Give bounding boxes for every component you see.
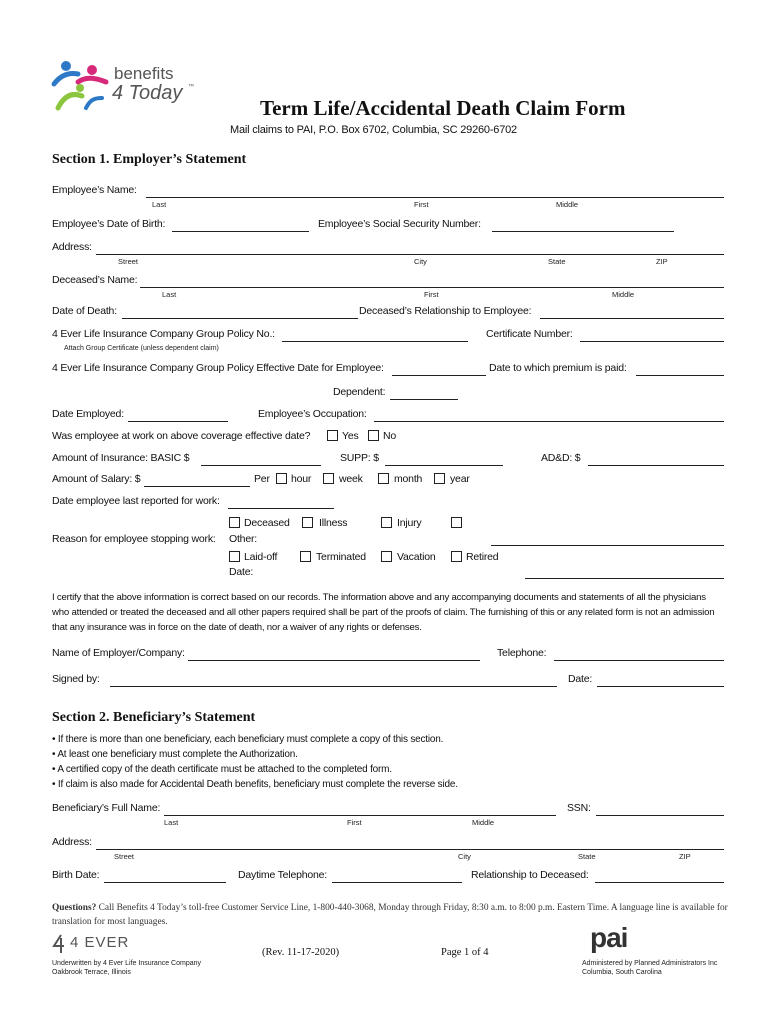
laid-off-checkbox[interactable] (229, 551, 240, 562)
questions-text: Call Benefits 4 Today’s toll-free Customer Service Line, 1-800-440-3068, Monday through Friday, 8:30 a.m. to 8:00 p.m. Eastern Time. A language line is available for translation for most languages. (52, 903, 728, 927)
dependent-label: Dependent: (333, 386, 386, 398)
effective-date-label: 4 Ever Life Insurance Company Group Policy Effective Date for Employee: (52, 362, 384, 374)
deceased-checkbox[interactable] (229, 517, 240, 528)
last-reported-label: Date employee last reported for work: (52, 495, 220, 507)
employee-name-field[interactable] (146, 197, 724, 198)
date-employed-field[interactable] (128, 421, 228, 422)
policy-label: 4 Ever Life Insurance Company Group Policy No.: (52, 328, 275, 340)
signed-by-label: Signed by: (52, 673, 100, 685)
sub-last-2: Last (162, 290, 177, 299)
address-field[interactable] (96, 254, 724, 255)
add-label: AD&D: $ (541, 452, 581, 464)
certificate-label: Certificate Number: (486, 328, 573, 340)
birth-date-label: Birth Date: (52, 869, 100, 881)
other-checkbox[interactable] (451, 517, 462, 528)
sub-street-2: Street (114, 852, 135, 861)
retired-checkbox[interactable] (451, 551, 462, 562)
salary-label: Amount of Salary: $ (52, 473, 141, 485)
supp-field[interactable] (385, 465, 503, 466)
dob-label: Employee’s Date of Birth: (52, 218, 166, 230)
month-label: month (394, 473, 423, 485)
per-label: Per (254, 473, 270, 485)
supp-label: SUPP: $ (340, 452, 379, 464)
deceased-label: Deceased (244, 517, 290, 529)
premium-field[interactable] (636, 375, 724, 376)
bullet-item: • If claim is also made for Accidental Death benefits, beneficiary must complete the reverse side. (52, 779, 458, 790)
week-label: week (339, 473, 363, 485)
illness-label: Illness (319, 517, 348, 529)
underwritten-line2: Oakbrook Terrace, Illinois (52, 969, 131, 976)
reason-date-field[interactable] (525, 578, 724, 579)
administered-line2: Columbia, South Carolina (582, 969, 662, 976)
vacation-label: Vacation (397, 551, 436, 563)
sub-first-2: First (424, 290, 439, 299)
other-label: Other: (229, 533, 257, 545)
benefits4today-logo (50, 58, 210, 113)
sub-first: First (414, 200, 429, 209)
beneficiary-name-field[interactable] (164, 815, 556, 816)
deceased-name-field[interactable] (140, 287, 724, 288)
date-employed-label: Date Employed: (52, 408, 124, 420)
dependent-field[interactable] (390, 399, 458, 400)
administered-line1: Administered by Planned Administrators Inc (582, 960, 718, 967)
add-field[interactable] (588, 465, 724, 466)
address-label: Address: (52, 241, 92, 253)
terminated-checkbox[interactable] (300, 551, 311, 562)
employer-name-label: Name of Employer/Company: (52, 647, 185, 659)
signed-date-label: Date: (568, 673, 593, 685)
premium-label: Date to which premium is paid: (489, 362, 627, 374)
reason-date-label: Date: (229, 566, 254, 578)
other-field[interactable] (491, 545, 724, 546)
date-of-death-field[interactable] (122, 318, 358, 319)
section1-heading: Section 1. Employer’s Statement (52, 152, 247, 167)
logo-text-benefits: benefits (114, 64, 174, 83)
terminated-label: Terminated (316, 551, 366, 563)
certify-paragraph: I certify that the above information is correct based on our records. The information above and any accompanying documents and statements of all the physicians who attended or treated the deceased and all other papers required shall be part of the proofs of claim. The furnishing of this or any related form is not an admission that any insurance was in force on the date of death, nor a waiver of any rights or defenses. (52, 592, 715, 633)
sub-zip-2: ZIP (679, 852, 691, 861)
injury-label: Injury (397, 517, 422, 529)
bullet-item: • At least one beneficiary must complete the Authorization. (52, 749, 298, 760)
no-label: No (383, 430, 397, 442)
sub-street: Street (118, 257, 139, 266)
bullet-item: • A certified copy of the death certificate must be attached to the completed form. (52, 764, 392, 775)
salary-field[interactable] (144, 486, 250, 487)
laid-off-label: Laid-off (244, 551, 278, 563)
page-number: Page 1 of 4 (441, 947, 489, 958)
questions-label: Questions? (52, 903, 97, 913)
deceased-name-label: Deceased’s Name: (52, 274, 138, 286)
telephone-label: Telephone: (497, 647, 547, 659)
certificate-field[interactable] (580, 341, 724, 342)
fourever-text: 4 EVER (70, 934, 130, 951)
last-reported-field[interactable] (228, 508, 334, 509)
occupation-field[interactable] (374, 421, 724, 422)
bullet-item: • If there is more than one beneficiary, each beneficiary must complete a copy of this section. (52, 734, 444, 745)
year-label: year (450, 473, 470, 485)
effective-date-field[interactable] (392, 375, 486, 376)
basic-field[interactable] (201, 465, 321, 466)
illness-checkbox[interactable] (302, 517, 313, 528)
occupation-label: Employee’s Occupation: (258, 408, 367, 420)
reason-label: Reason for employee stopping work: (52, 533, 216, 545)
beneficiary-address-field[interactable] (96, 849, 724, 850)
sub-state: State (548, 257, 566, 266)
attach-note: Attach Group Certificate (unless dependent claim) (64, 345, 219, 352)
logo-text-4today: 4 Today (112, 82, 183, 104)
ssn-field[interactable] (492, 231, 674, 232)
injury-checkbox[interactable] (381, 517, 392, 528)
people-icon (50, 58, 110, 113)
sub-middle-2: Middle (612, 290, 635, 299)
birth-date-field[interactable] (104, 882, 226, 883)
daytime-telephone-field[interactable] (332, 882, 462, 883)
sub-middle: Middle (556, 200, 579, 209)
beneficiary-address-label: Address: (52, 836, 92, 848)
yes-label: Yes (342, 430, 359, 442)
sub-first-3: First (347, 818, 362, 827)
relationship-label: Deceased’s Relationship to Employee: (359, 305, 532, 317)
mail-line: Mail claims to PAI, P.O. Box 6702, Columbia, SC 29260-6702 (230, 124, 517, 136)
underwritten-line1: Underwritten by 4 Ever Life Insurance Company (52, 960, 202, 967)
hour-checkbox[interactable] (276, 473, 287, 484)
yes-checkbox[interactable] (327, 430, 338, 441)
sub-last-3: Last (164, 818, 179, 827)
sub-state-2: State (578, 852, 596, 861)
employer-name-field[interactable] (188, 660, 480, 661)
relationship-deceased-field[interactable] (595, 882, 724, 883)
sub-last: Last (152, 200, 167, 209)
telephone-field[interactable] (554, 660, 724, 661)
revision-date: (Rev. 11-17-2020) (262, 947, 340, 958)
date-of-death-label: Date of Death: (52, 305, 117, 317)
policy-field[interactable] (282, 341, 468, 342)
form-title: Term Life/Accidental Death Claim Form (260, 96, 626, 120)
basic-label: Amount of Insurance: BASIC $ (52, 452, 190, 464)
year-checkbox[interactable] (434, 473, 445, 484)
beneficiary-name-label: Beneficiary’s Full Name: (52, 802, 161, 814)
daytime-telephone-label: Daytime Telephone: (238, 869, 328, 881)
pai-logo: pai (590, 922, 628, 953)
signature-field[interactable] (110, 686, 557, 687)
retired-label: Retired (466, 551, 499, 563)
sub-city: City (414, 257, 427, 266)
month-checkbox[interactable] (378, 473, 389, 484)
sub-city-2: City (458, 852, 471, 861)
signed-date-field[interactable] (597, 686, 724, 687)
no-checkbox[interactable] (368, 430, 379, 441)
beneficiary-ssn-label: SSN: (567, 802, 591, 814)
section2-bullets (52, 732, 458, 792)
section2-heading: Section 2. Beneficiary’s Statement (52, 710, 256, 725)
week-checkbox[interactable] (323, 473, 334, 484)
sub-zip: ZIP (656, 257, 668, 266)
beneficiary-ssn-field[interactable] (596, 815, 724, 816)
ssn-label: Employee’s Social Security Number: (318, 218, 481, 230)
vacation-checkbox[interactable] (381, 551, 392, 562)
questions-block (52, 901, 732, 929)
sub-middle-3: Middle (472, 818, 495, 827)
hour-label: hour (291, 473, 312, 485)
at-work-label: Was employee at work on above coverage effective date? (52, 430, 311, 442)
fourever-icon (52, 934, 68, 954)
dob-field[interactable] (172, 231, 309, 232)
relationship-deceased-label: Relationship to Deceased: (471, 869, 589, 881)
employee-name-label: Employee’s Name: (52, 184, 137, 196)
logo-tm: ™ (188, 84, 194, 90)
relationship-field[interactable] (540, 318, 724, 319)
